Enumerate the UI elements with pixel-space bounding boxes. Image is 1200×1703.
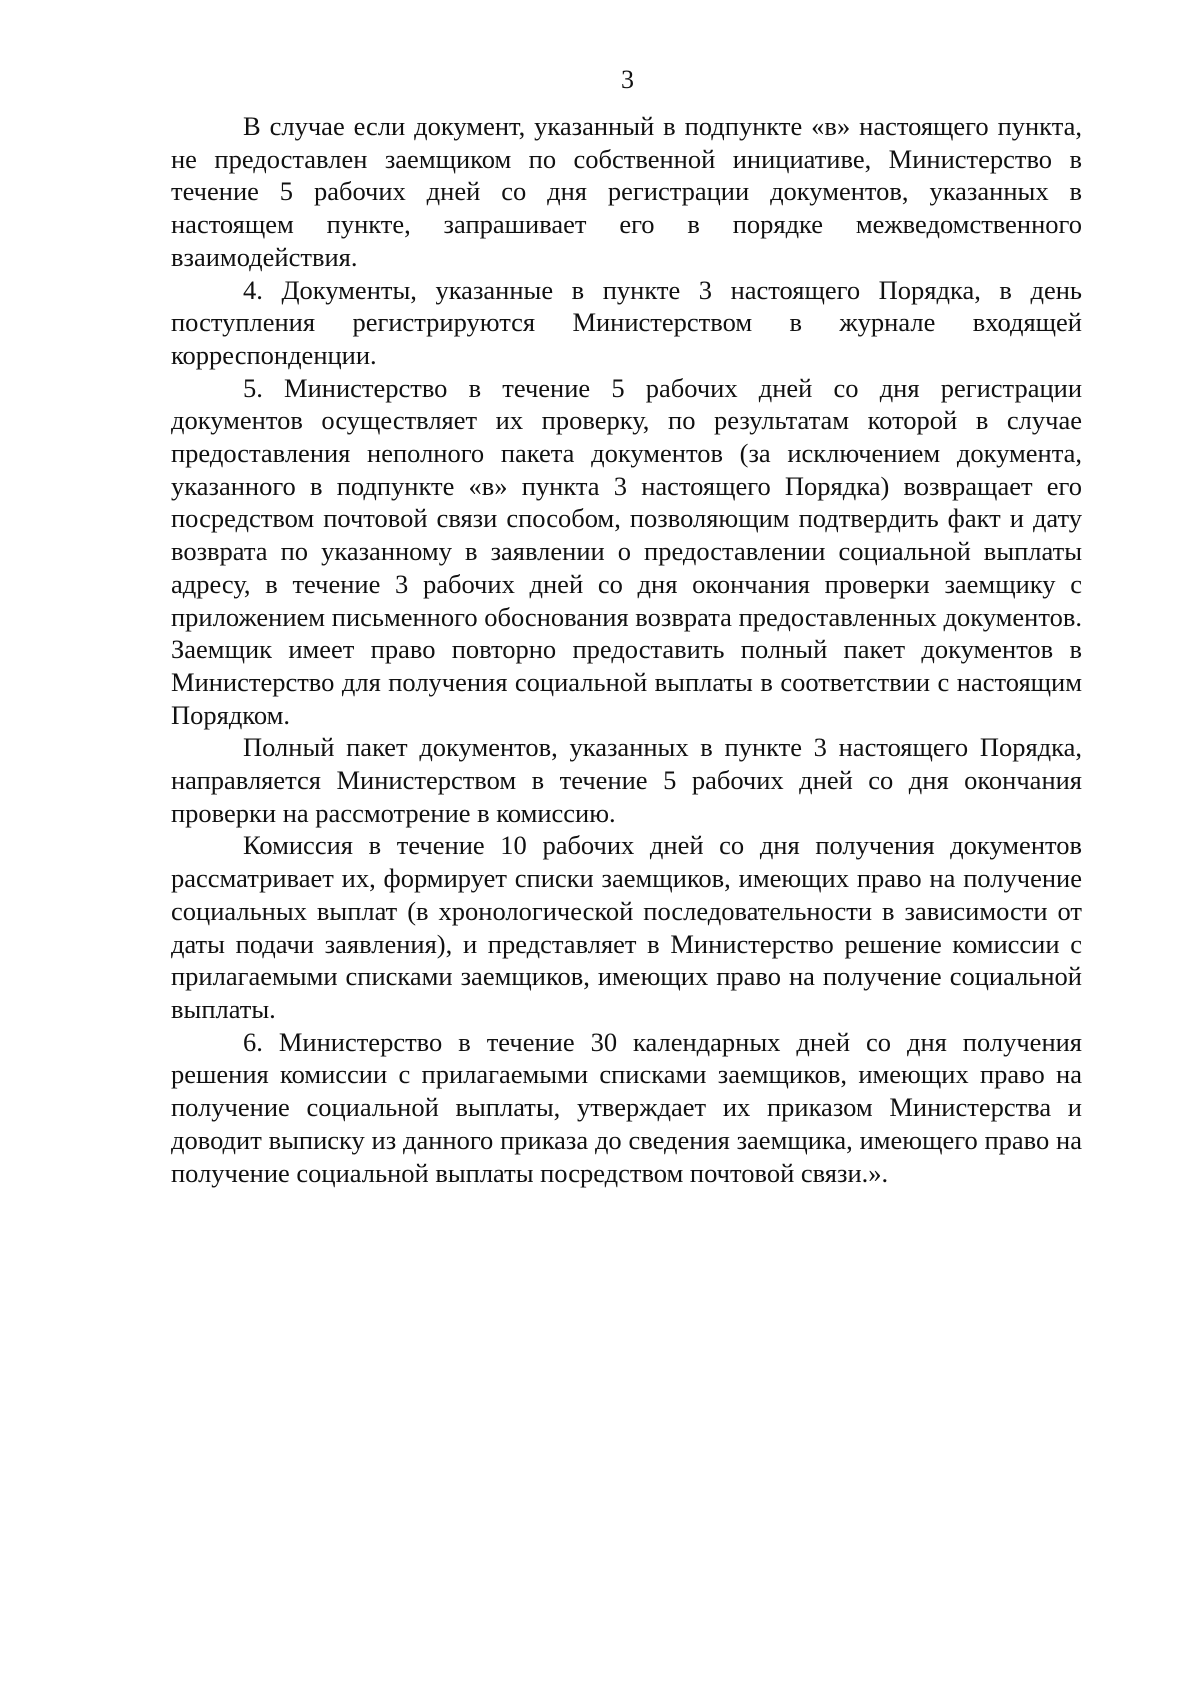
paragraph-text: 6. Министерство в течение 30 календарных дней со дня получения решения комиссии с прилагаемыми списками заемщиков, имеющих право на получение социальной выплаты, утверждает их приказом Министерства и доводит выписку из данного приказа до сведения заемщика, имеющего право на получение социальной выплаты посредством почтовой связи.». xyxy=(171,1026,1082,1188)
paragraph-item-5 xyxy=(171,372,1082,732)
paragraph-interagency-request xyxy=(171,110,1082,274)
paragraph-text: Полный пакет документов, указанных в пункте 3 настоящего Порядка, направляется Министерством в течение 5 рабочих дней со дня окончания проверки на рассмотрение в комиссию. xyxy=(171,732,1082,828)
paragraph-text: В случае если документ, указанный в подпункте «в» настоящего пункта, не предоставлен заемщиком по собственной инициативе, Министерство в течение 5 рабочих дней со дня регистрации документов, указанных в настоящем пункте, запрашивает его в порядке межведомственного взаимодействия. xyxy=(171,111,1082,272)
paragraph-text: 5. Министерство в течение 5 рабочих дней со дня регистрации документов осуществляет их проверку, по результатам которой в случае предоставления неполного пакета документов (за исключением документа, указанного в подпункте «в» пункта 3 настоящего Порядка) возвращает его посредством почтовой связи способом, позволяющим подтвердить факт и дату возврата по указанному в заявлении о предоставлении социальной выплаты адресу, в течение 3 рабочих дней со дня окончания проверки заемщику с приложением письменного обоснования возврата предоставленных документов. Заемщик имеет право повторно предоставить полный пакет документов в Министерство для получения социальной выплаты в соответствии с настоящим Порядком. xyxy=(171,372,1082,730)
paragraph-item-6 xyxy=(171,1026,1082,1190)
paragraph-item-4 xyxy=(171,274,1082,372)
paragraph-text: Комиссия в течение 10 рабочих дней со дня получения документов рассматривает их, формирует списки заемщиков, имеющих право на получение социальных выплат (в хронологической последовательности в зависимости от даты подачи заявления), и представляет в Министерство решение комиссии с прилагаемыми списками заемщиков, имеющих право на получение социальной выплаты. xyxy=(171,830,1082,1024)
document-body xyxy=(171,110,1082,1189)
paragraph-commission xyxy=(171,829,1082,1025)
paragraph-full-package xyxy=(171,731,1082,829)
paragraph-text: 4. Документы, указанные в пункте 3 настоящего Порядка, в день поступления регистрируются Министерством в журнале входящей корреспонденции. xyxy=(171,274,1082,370)
page-number: 3 xyxy=(621,65,634,94)
